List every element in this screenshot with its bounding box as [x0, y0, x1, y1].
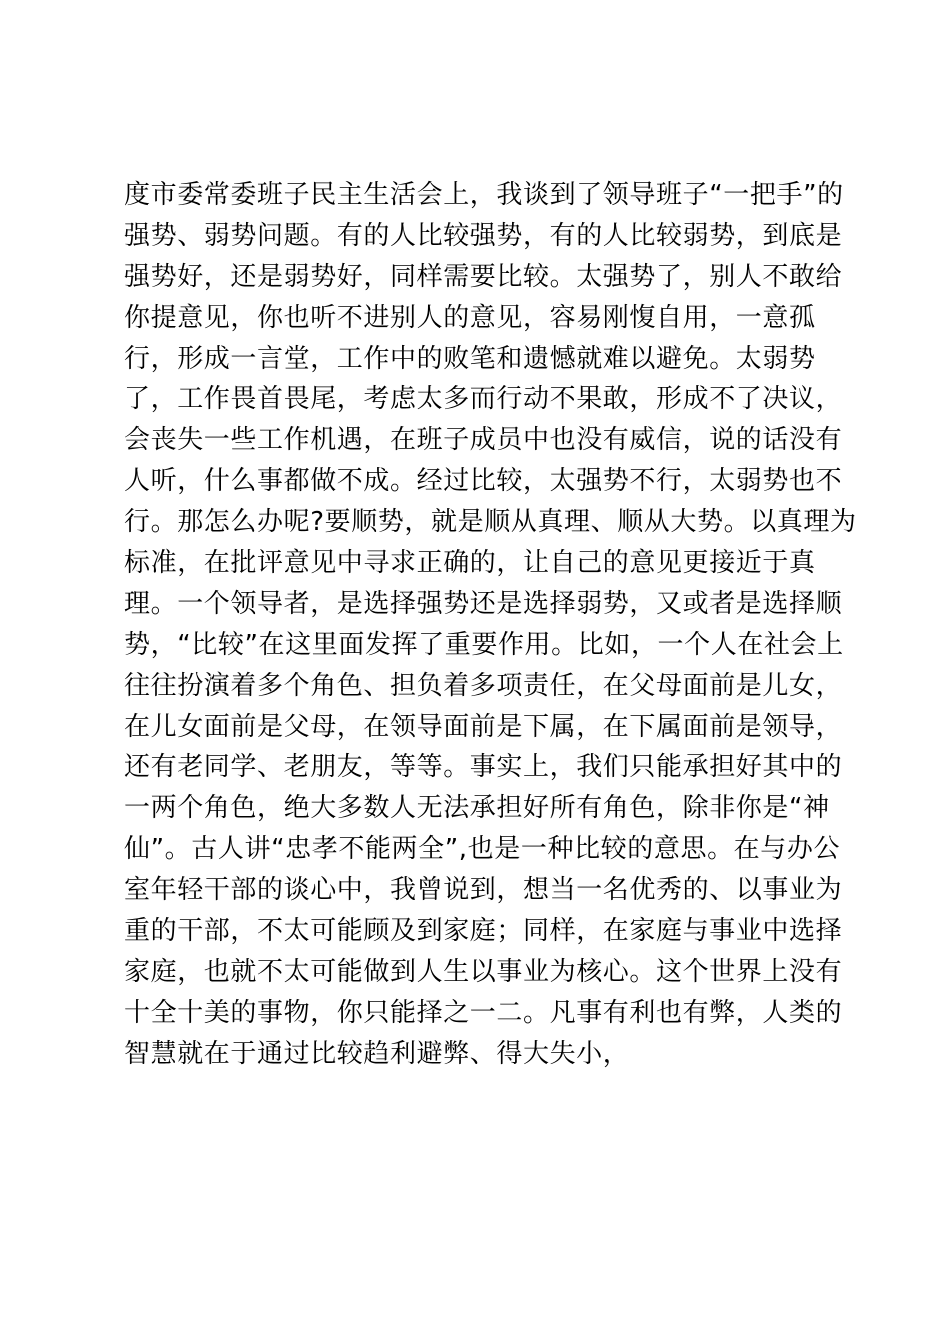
text-line: 在儿女面前是父母，在领导面前是下属，在下属面前是领导，: [124, 711, 843, 742]
text-line: 室年轻干部的谈心中，我曾说到，想当一名优秀的、以事业为: [124, 875, 843, 906]
text-line: 人听，什么事都做不成。经过比较，太强势不行，太弱势也不: [124, 466, 843, 497]
text-line: 了，工作畏首畏尾，考虑太多而行动不果敢，形成不了决议，: [124, 384, 843, 415]
text-line: 智慧就在于通过比较趋利避弊、得大失小，: [124, 1038, 630, 1069]
text-line: 家庭，也就不太可能做到人生以事业为核心。这个世界上没有: [124, 956, 843, 987]
text-line: 行。那怎么办呢?要顺势，就是顺从真理、顺从大势。以真理为: [124, 507, 857, 538]
text-line: 强势、弱势问题。有的人比较强势，有的人比较弱势，到底是: [124, 220, 843, 251]
text-line: 标准，在批评意见中寻求正确的，让自己的意见更接近于真: [124, 548, 816, 579]
text-line: 往往扮演着多个角色、担负着多项责任，在父母面前是儿女，: [124, 670, 843, 701]
text-line: 度市委常委班子民主生活会上，我谈到了领导班子“一把手”的: [124, 180, 844, 210]
body-paragraph: [124, 175, 857, 1075]
text-line: 强势好，还是弱势好，同样需要比较。太强势了，别人不敢给: [124, 261, 843, 292]
text-line: 势，“比较”在这里面发挥了重要作用。比如，一个人在社会上: [124, 629, 844, 660]
text-line: 十全十美的事物，你只能择之一二。凡事有利也有弊，人类的: [124, 997, 843, 1028]
text-line: 会丧失一些工作机遇，在班子成员中也没有威信，说的话没有: [124, 425, 843, 456]
text-line: 重的干部，不太可能顾及到家庭；同样，在家庭与事业中选择: [124, 916, 843, 947]
text-line: 仙”。古人讲“忠孝不能两全”,也是一种比较的意思。在与办公: [124, 834, 841, 865]
text-line: 一两个角色，绝大多数人无法承担好所有角色，除非你是“神: [124, 793, 830, 824]
text-line: 理。一个领导者，是选择强势还是选择弱势，又或者是选择顺: [124, 588, 843, 619]
text-line: 你提意见，你也听不进别人的意见，容易刚愎自用，一意孤: [124, 302, 816, 333]
text-line: 行，形成一言堂，工作中的败笔和遗憾就难以避免。太弱势: [124, 343, 816, 374]
text-line: 还有老同学、老朋友，等等。事实上，我们只能承担好其中的: [124, 752, 843, 783]
